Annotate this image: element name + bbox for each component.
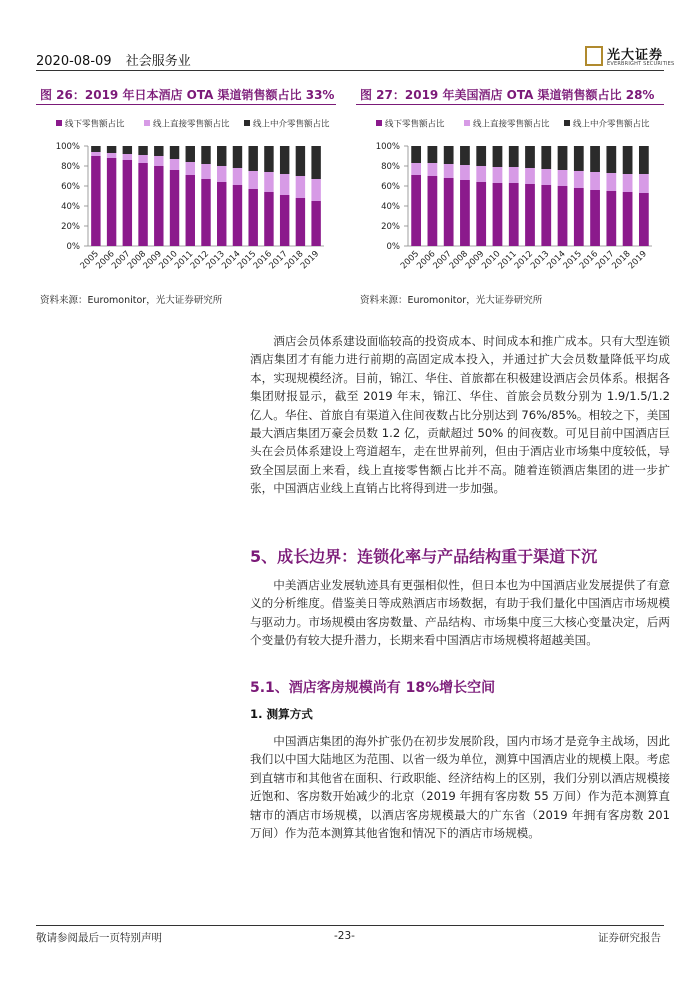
page-number: -23- [334, 930, 355, 942]
x-tick-label: 2005 [398, 249, 422, 272]
x-tick-label: 2009 [141, 249, 164, 272]
bar-segment-2017-s0 [606, 191, 616, 246]
bar-segment-2007-s2 [123, 146, 132, 154]
bar-segment-2014-s0 [558, 186, 568, 246]
bar-segment-2009-s1 [476, 166, 486, 182]
legend-item-0 [56, 119, 125, 130]
bar-segment-2009-s0 [154, 166, 163, 246]
x-tick-label: 2009 [463, 249, 487, 272]
logo-name: 光大证券 [607, 48, 664, 63]
bar-segment-2019-s0 [311, 201, 320, 246]
bar-segment-2013-s2 [217, 146, 226, 166]
x-tick-label: 2017 [594, 249, 617, 272]
bar-segment-2005-s2 [411, 146, 421, 163]
section-5-title: 5、成长边界：连锁化率与产品结构重于渠道下沉 [250, 547, 598, 566]
body-paragraph-3 [250, 732, 670, 842]
y-tick-label: 40% [381, 202, 400, 212]
legend-label-2: 线上中介零售额占比 [253, 119, 330, 130]
bar-segment-2016-s0 [264, 192, 273, 246]
bar-segment-2012-s0 [525, 184, 535, 246]
x-tick-label: 2011 [496, 249, 519, 272]
figure-26-rule [36, 104, 336, 105]
bar-segment-2008-s2 [138, 146, 147, 155]
header-divider [36, 70, 664, 71]
bar-segment-2017-s0 [280, 195, 289, 246]
figure-27-title: 图 27：2019 年美国酒店 OTA 渠道销售额占比 28% [360, 88, 655, 102]
sub-item-method: 1. 测算方式 [250, 707, 313, 721]
paragraph-3-text: 中国酒店集团的海外扩张仍在初步发展阶段，国内市场才是竞争主战场，因此我们以中国大陆地区为范围、以省一级为单位，测算中国酒店业的规模上限。考虑到直辖市和其他省在面积、行政职能、经济结构上的区别，我们分别以酒店规模接近饱和、客房数开始减少的北京（2019 年拥有客房数 55 万间）作为范本测算直辖市的酒店市场规模，以酒店客房规模最大的广东省（2019 年拥有客房数 201 万间）作为范本测算其他省饱和情况下的酒店市场规模。 [250, 734, 670, 841]
bar-segment-2010-s0 [493, 183, 503, 246]
x-tick-label: 2014 [220, 249, 243, 272]
x-tick-label: 2019 [298, 249, 322, 272]
bar-segment-2006-s0 [428, 176, 438, 246]
bar-segment-2018-s1 [296, 176, 305, 198]
bar-segment-2017-s2 [280, 146, 289, 174]
footer-report-type: 证券研究报告 [598, 932, 661, 944]
x-tick-label: 2012 [512, 249, 536, 272]
bar-segment-2015-s2 [248, 146, 257, 171]
bar-segment-2015-s0 [248, 189, 257, 246]
paragraph-1-text: 酒店会员体系建设面临较高的投资成本、时间成本和推广成本。只有大型连锁酒店集团才有能力进行前期的高固定成本投入，并通过扩大会员数量降低平均成本，实现规模经济。目前，锦江、华住、首旅都在积极建设酒店会员体系。根据各集团财报显示，截至 2019 年末，锦江、华住、首旅会员数分别为 1.9/1.5/1.2 亿人。华住、首旅自有渠道入住间夜数占比分别达到 76%/85%。相较之下，美国最大酒店集团万豪会员数 1.2 亿，贡献超过 50% 的间夜数。可见目前中国酒店巨头在会员体系建设上弯道超车，走在世界前列，但由于酒店业市场集中度较低，导致全国层面上来看，线上直接零售额占比并不高。随着连锁酒店集团的进一步扩张，中国酒店业线上直销占比将得到进一步加强。 [250, 334, 670, 496]
x-tick-label: 2013 [204, 249, 227, 272]
bar-segment-2007-s1 [123, 154, 132, 160]
bar-segment-2013-s1 [541, 169, 551, 185]
bar-segment-2009-s2 [476, 146, 486, 166]
bar-segment-2008-s0 [138, 163, 147, 246]
bar-segment-2008-s1 [460, 165, 470, 180]
x-tick-label: 2015 [561, 249, 584, 272]
y-tick-label: 40% [61, 202, 80, 212]
x-tick-label: 2008 [125, 249, 149, 272]
bar-segment-2011-s2 [186, 146, 195, 162]
y-tick-label: 60% [381, 182, 400, 192]
x-tick-label: 2007 [431, 249, 454, 272]
legend-label-0: 线下零售额占比 [65, 119, 125, 130]
body-paragraph-2 [250, 576, 670, 650]
paragraph-2-text: 中美酒店业发展轨迹具有更强相似性，但日本也为中国酒店业发展提供了有意义的分析维度。借鉴美日等成熟酒店市场数据，有助于我们量化中国酒店市场规模与驱动力。市场规模由客房数量、产品结构、市场集中度三大核心变量决定，后两个变量仍有较大提升潜力，长期来看中国酒店市场规模将超越美国。 [250, 578, 670, 648]
bar-segment-2005-s1 [411, 163, 421, 175]
x-tick-label: 2016 [251, 249, 275, 272]
bar-segment-2007-s0 [123, 160, 132, 246]
bar-segment-2012-s2 [525, 146, 535, 168]
legend-item-0 [376, 119, 445, 130]
bar-segment-2014-s2 [558, 146, 568, 170]
legend-swatch-1 [464, 120, 470, 126]
bar-segment-2015-s1 [248, 171, 257, 189]
bar-segment-2013-s2 [541, 146, 551, 169]
bar-segment-2010-s1 [170, 159, 179, 170]
bar-segment-2016-s0 [590, 190, 600, 246]
bar-segment-2011-s1 [509, 167, 519, 183]
bar-segment-2019-s0 [639, 193, 649, 246]
x-tick-label: 2019 [626, 249, 649, 272]
legend-item-1 [144, 119, 230, 130]
bar-segment-2009-s0 [476, 182, 486, 246]
footer-divider [36, 925, 664, 926]
legend-swatch-1 [144, 120, 150, 126]
chart-japan-ota [36, 106, 336, 286]
figure-26-source: 资料来源：Euromonitor，光大证券研究所 [40, 295, 223, 306]
bar-segment-2009-s2 [154, 146, 163, 156]
bar-segment-2014-s1 [233, 168, 242, 185]
bar-segment-2012-s1 [525, 168, 535, 184]
bar-segment-2011-s2 [509, 146, 519, 167]
legend-swatch-0 [56, 120, 62, 126]
bar-segment-2005-s1 [91, 152, 100, 156]
page-header [36, 50, 201, 69]
legend-item-1 [464, 119, 550, 130]
bar-segment-2015-s0 [574, 188, 584, 246]
bar-segment-2009-s1 [154, 156, 163, 166]
bar-segment-2010-s2 [493, 146, 503, 167]
legend-swatch-2 [244, 120, 250, 126]
bar-segment-2011-s1 [186, 162, 195, 175]
legend-label-1: 线上直接零售额占比 [473, 119, 550, 130]
y-tick-label: 0% [386, 242, 400, 252]
bar-segment-2019-s2 [311, 146, 320, 179]
bar-segment-2007-s2 [444, 146, 454, 164]
bar-segment-2011-s0 [186, 175, 195, 246]
bar-segment-2006-s0 [107, 158, 116, 246]
bar-segment-2015-s1 [574, 171, 584, 188]
bar-segment-2006-s1 [428, 163, 438, 176]
bar-segment-2015-s2 [574, 146, 584, 171]
company-logo [585, 44, 675, 72]
x-tick-label: 2013 [529, 249, 552, 272]
x-tick-label: 2007 [110, 249, 133, 272]
x-tick-label: 2014 [545, 249, 568, 272]
bar-segment-2014-s2 [233, 146, 242, 168]
x-tick-label: 2016 [577, 249, 601, 272]
legend-swatch-0 [376, 120, 382, 126]
bar-segment-2013-s0 [541, 185, 551, 246]
bar-segment-2012-s0 [201, 179, 210, 246]
bar-segment-2017-s2 [606, 146, 616, 173]
y-tick-label: 60% [61, 182, 80, 192]
x-tick-label: 2005 [78, 249, 101, 272]
legend-swatch-2 [564, 120, 570, 126]
bar-segment-2008-s2 [460, 146, 470, 165]
bar-segment-2018-s0 [296, 198, 305, 246]
chart-us-ota [356, 106, 664, 286]
x-tick-label: 2008 [447, 249, 471, 272]
bar-segment-2017-s1 [280, 174, 289, 195]
x-tick-label: 2018 [610, 249, 633, 272]
bar-segment-2006-s2 [428, 146, 438, 163]
bar-segment-2016-s1 [590, 172, 600, 190]
bar-segment-2019-s2 [639, 146, 649, 174]
bar-segment-2008-s0 [460, 180, 470, 246]
x-tick-label: 2006 [94, 249, 117, 272]
legend-item-2 [244, 119, 330, 130]
bar-segment-2007-s0 [444, 178, 454, 246]
legend-label-2: 线上中介零售额占比 [573, 119, 650, 130]
bar-segment-2012-s1 [201, 164, 210, 179]
x-tick-label: 2010 [480, 249, 503, 272]
bar-segment-2010-s0 [170, 170, 179, 246]
bar-segment-2019-s1 [639, 174, 649, 193]
y-tick-label: 20% [381, 222, 400, 232]
bar-segment-2006-s2 [107, 146, 116, 153]
x-tick-label: 2017 [267, 249, 290, 272]
bar-segment-2017-s1 [606, 173, 616, 191]
bar-segment-2010-s2 [170, 146, 179, 159]
x-tick-label: 2012 [188, 249, 212, 272]
bar-segment-2005-s0 [411, 175, 421, 246]
y-tick-label: 100% [55, 142, 80, 152]
figure-26-title: 图 26：2019 年日本酒店 OTA 渠道销售额占比 33% [40, 88, 335, 102]
bar-segment-2013-s0 [217, 182, 226, 246]
bar-segment-2006-s1 [107, 153, 116, 158]
bar-segment-2007-s1 [444, 164, 454, 178]
report-date: 2020-08-09 [36, 54, 112, 69]
figure-27-rule [356, 104, 664, 105]
bar-segment-2018-s2 [296, 146, 305, 176]
x-tick-label: 2006 [415, 249, 438, 272]
bar-segment-2016-s1 [264, 172, 273, 192]
bar-segment-2018-s0 [623, 192, 633, 246]
bar-segment-2016-s2 [590, 146, 600, 172]
bar-segment-2019-s1 [311, 179, 320, 201]
y-tick-label: 0% [66, 242, 80, 252]
subsection-5-1-title: 5.1、酒店客房规模尚有 18%增长空间 [250, 680, 496, 696]
y-tick-label: 20% [61, 222, 80, 232]
bar-segment-2005-s0 [91, 156, 100, 246]
bar-segment-2010-s1 [493, 167, 503, 183]
bar-segment-2012-s2 [201, 146, 210, 164]
bar-segment-2016-s2 [264, 146, 273, 172]
bar-segment-2013-s1 [217, 166, 226, 182]
legend-label-0: 线下零售额占比 [385, 119, 445, 130]
x-tick-label: 2015 [235, 249, 259, 272]
x-tick-label: 2011 [173, 249, 196, 272]
logo-mark-icon [585, 46, 603, 66]
bar-segment-2011-s0 [509, 183, 519, 246]
bar-segment-2018-s1 [623, 174, 633, 192]
body-paragraph-1 [250, 332, 670, 498]
bar-segment-2014-s1 [558, 170, 568, 186]
y-tick-label: 100% [375, 142, 400, 152]
y-tick-label: 80% [381, 162, 400, 172]
report-category: 社会服务业 [125, 54, 191, 69]
legend-item-2 [564, 119, 650, 130]
bar-segment-2005-s2 [91, 146, 100, 152]
legend-label-1: 线上直接零售额占比 [153, 119, 230, 130]
bar-segment-2008-s1 [138, 155, 147, 163]
bar-segment-2014-s0 [233, 185, 242, 246]
y-tick-label: 80% [61, 162, 80, 172]
footer-disclaimer: 敬请参阅最后一页特别声明 [36, 932, 162, 944]
bar-segment-2018-s2 [623, 146, 633, 174]
figure-27-source: 资料来源：Euromonitor，光大证券研究所 [360, 295, 543, 306]
x-tick-label: 2010 [157, 249, 180, 272]
logo-subtitle: EVERBRIGHT SECURITIES [607, 61, 675, 67]
x-tick-label: 2018 [283, 249, 306, 272]
